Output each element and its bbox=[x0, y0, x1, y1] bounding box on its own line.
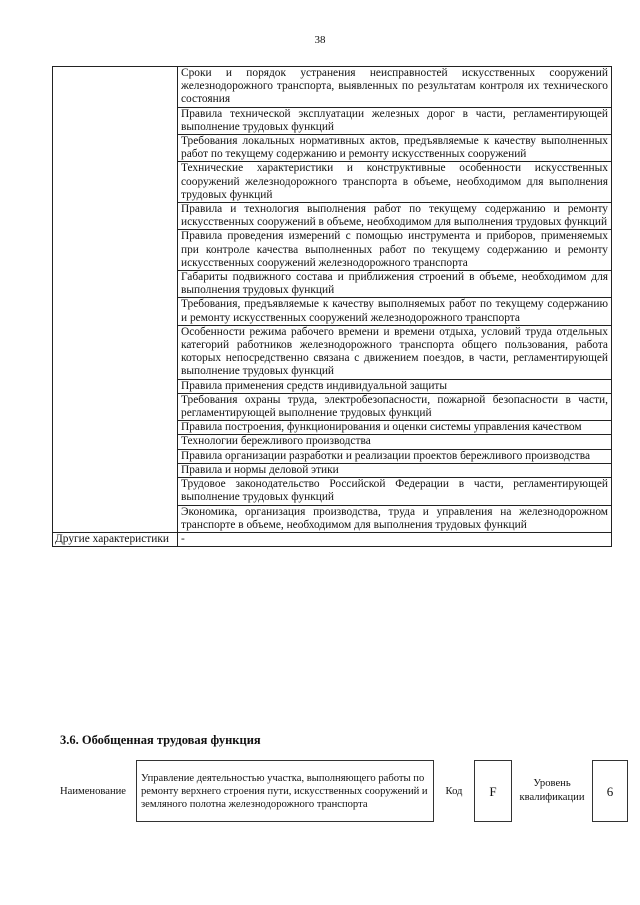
required-knowledge-label-cell bbox=[53, 67, 178, 533]
requirement-item: Правила организации разработки и реализации проектов бережливого производства bbox=[178, 449, 612, 463]
requirement-item: Требования локальных нормативных актов, предъявляемые к качеству выполненных работ по текущему содержанию и ремонту искусственных сооружений bbox=[178, 135, 612, 162]
requirement-item: Экономика, организация производства, труда и управления на железнодорожном транспорте в объеме, необходимом для выполнения трудовых функций bbox=[178, 505, 612, 532]
requirement-item: Особенности режима рабочего времени и времени отдыха, условий труда отдельных категорий работников железнодорожного транспорта общего пользования, работа которых непосредственно связана с движением поездов, в части, регламентирующей выполнение трудовых функций bbox=[178, 325, 612, 379]
requirement-item: Правила и нормы деловой этики bbox=[178, 463, 612, 477]
requirement-item: Технологии бережливого производства bbox=[178, 435, 612, 449]
name-value: Управление деятельностью участка, выполняющего работы по ремонту верхнего строения пути, искусственных сооружений и земляного полотна железнодорожного транспорта bbox=[137, 761, 434, 822]
requirement-item: Сроки и порядок устранения неисправностей искусственных сооружений железнодорожного транспорта, выявленных по результатам контроля их технического состояния bbox=[178, 67, 612, 108]
requirement-item: Технические характеристики и конструктивные особенности искусственных сооружений железнодорожного транспорта в объеме, необходимом для выполнения трудовых функций bbox=[178, 162, 612, 203]
requirement-item: Правила построения, функционирования и оценки системы управления качеством bbox=[178, 421, 612, 435]
generalized-function-table bbox=[60, 760, 628, 822]
other-characteristics-label: Другие характеристики bbox=[53, 532, 178, 546]
name-label: Наименование bbox=[60, 785, 126, 797]
requirement-item: Требования охраны труда, электробезопасности, пожарной безопасности в части, регламентирующей выполнение трудовых функций bbox=[178, 393, 612, 420]
requirements-table bbox=[52, 66, 612, 547]
other-characteristics-row bbox=[53, 532, 612, 546]
other-characteristics-value: - bbox=[178, 532, 612, 546]
requirement-item: Требования, предъявляемые к качеству выполняемых работ по текущему содержанию и ремонту искусственных сооружений железнодорожного транспорта bbox=[178, 298, 612, 325]
requirements-table-body bbox=[53, 67, 612, 547]
requirement-item: Трудовое законодательство Российской Федерации в части, регламентирующей выполнение трудовых функций bbox=[178, 478, 612, 505]
code-label: Код bbox=[445, 785, 463, 797]
code-value: F bbox=[475, 761, 512, 822]
requirement-item: Габариты подвижного состава и приближения строений в объеме, необходимом для выполнения трудовых функций bbox=[178, 271, 612, 298]
generalized-function-row bbox=[60, 761, 628, 822]
requirement-item: Правила технической эксплуатации железных дорог в части, регламентирующей выполнение трудовых функций bbox=[178, 107, 612, 134]
requirement-item: Правила применения средств индивидуальной защиты bbox=[178, 379, 612, 393]
page-number: 38 bbox=[314, 34, 326, 46]
requirement-item: Правила проведения измерений с помощью инструмента и приборов, применяемых при контроле качества выполненных работ по текущему содержанию и ремонту искусственных сооружений железнодорожного транспорта bbox=[178, 230, 612, 271]
qualification-label: Уровень квалификации bbox=[519, 778, 585, 803]
requirement-item: Правила и технология выполнения работ по текущему содержанию и ремонту искусственных сооружений в объеме, необходимом для выполнения трудовых функций bbox=[178, 203, 612, 230]
requirements-first-row bbox=[53, 67, 612, 108]
section-heading: 3.6. Обобщенная трудовая функция bbox=[60, 733, 261, 747]
qualification-value: 6 bbox=[593, 761, 628, 822]
